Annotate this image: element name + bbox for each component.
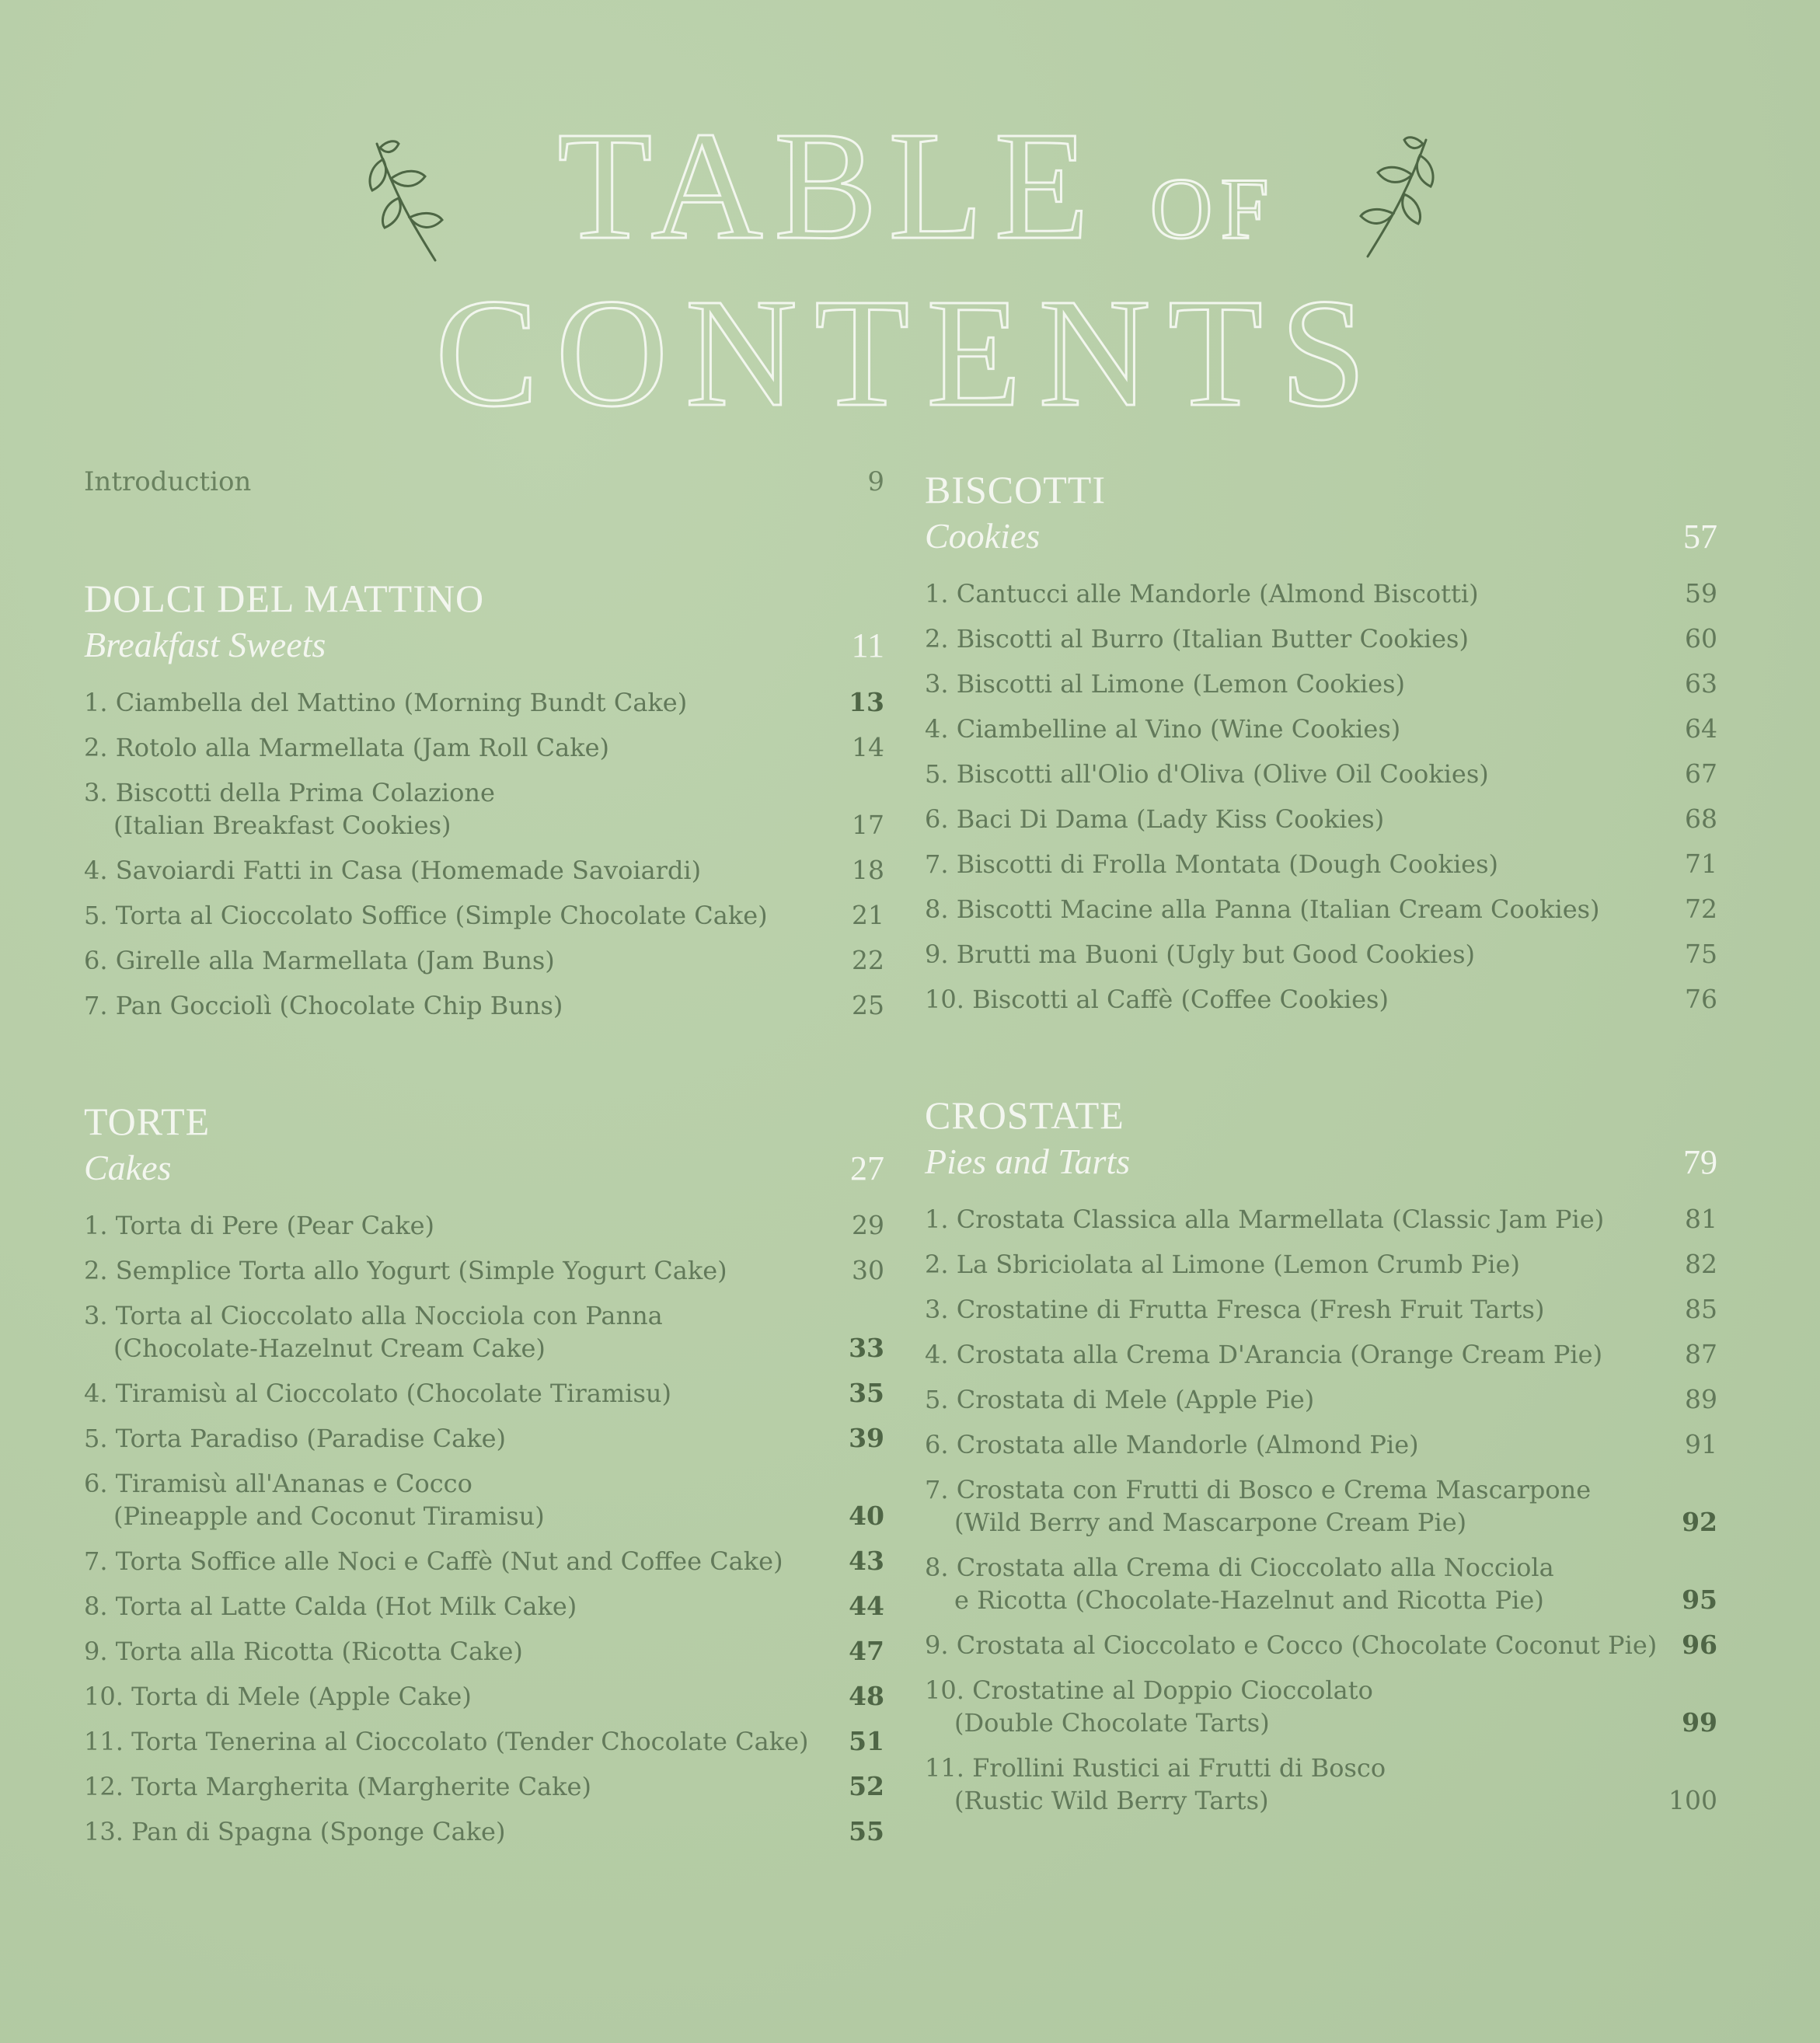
right-column xyxy=(925,466,1717,1893)
section-subtitle: Cakes xyxy=(84,1148,172,1187)
toc-entry-line: 5. Torta Paradiso (Paradise Cake) xyxy=(84,1424,507,1453)
toc-entry-line: 1. Crostata Classica alla Marmellata (Classic Jam Pie) xyxy=(925,1205,1605,1234)
toc-entry-line: 2. Semplice Torta allo Yogurt (Simple Yogurt Cake) xyxy=(84,1256,727,1285)
intro-label: Introduction xyxy=(84,466,252,497)
toc-entry[interactable] xyxy=(84,1203,884,1248)
toc-entry-page: 64 xyxy=(1685,713,1717,744)
toc-entry-title xyxy=(84,1545,783,1578)
toc-entry-title xyxy=(925,577,1479,610)
toc-entry-line: 10. Biscotti al Caffè (Coffee Cookies) xyxy=(925,985,1389,1014)
toc-entry-page: 76 xyxy=(1685,984,1717,1014)
toc-entry-line: 13. Pan di Spagna (Sponge Cake) xyxy=(84,1817,506,1846)
toc-entry-line: 7. Biscotti di Frolla Montata (Dough Cookies) xyxy=(925,849,1499,879)
toc-entry-page: 89 xyxy=(1685,1384,1717,1414)
toc-entry-page: 25 xyxy=(852,990,884,1020)
toc-entry[interactable] xyxy=(925,751,1717,797)
toc-entry-page: 40 xyxy=(849,1501,884,1531)
toc-entry[interactable] xyxy=(925,887,1717,932)
toc-entry-line: 3. Crostatine di Frutta Fresca (Fresh Fruit Tarts) xyxy=(925,1295,1545,1324)
toc-entry[interactable] xyxy=(84,1416,884,1461)
toc-entry-title xyxy=(925,983,1389,1016)
toc-entry-page: 60 xyxy=(1685,623,1717,654)
toc-entry[interactable] xyxy=(84,1764,884,1809)
toc-entry-page: 22 xyxy=(852,945,884,975)
toc-entry-line: 8. Crostata alla Crema di Cioccolato alla Nocciola xyxy=(925,1553,1554,1582)
toc-entry-title xyxy=(925,668,1405,700)
toc-entry-line: 6. Baci Di Dama (Lady Kiss Cookies) xyxy=(925,804,1385,834)
toc-entry-line: 3. Torta al Cioccolato alla Nocciola con Panna xyxy=(84,1301,663,1330)
toc-entry-page: 21 xyxy=(852,900,884,930)
toc-entry-line: 2. Rotolo alla Marmellata (Jam Roll Cake) xyxy=(84,733,610,762)
toc-entry[interactable] xyxy=(925,797,1717,842)
toc-entry[interactable] xyxy=(84,725,884,770)
toc-entry-page: 91 xyxy=(1685,1429,1717,1459)
toc-entry-title xyxy=(84,1209,434,1242)
title-line-2: CONTENTS xyxy=(434,267,1384,439)
toc-entry[interactable] xyxy=(925,1668,1717,1745)
toc-entry-page: 29 xyxy=(852,1210,884,1240)
toc-entry-page: 100 xyxy=(1668,1785,1717,1815)
toc-entry-page: 55 xyxy=(849,1816,884,1846)
toc-entry-line-2: (Double Chocolate Tarts) xyxy=(954,1708,1270,1738)
toc-entry-page: 39 xyxy=(849,1423,884,1453)
toc-entry[interactable] xyxy=(84,1248,884,1293)
toc-entry-title xyxy=(925,1551,1554,1616)
toc-entry-line-2: (Italian Breakfast Cookies) xyxy=(113,811,452,840)
toc-entry[interactable] xyxy=(84,680,884,725)
toc-entry-page: 35 xyxy=(849,1378,884,1408)
section-subtitle-row[interactable] xyxy=(925,513,1717,560)
toc-entry-title xyxy=(925,1629,1657,1661)
section-page: 11 xyxy=(851,626,884,664)
section-subtitle: Cookies xyxy=(925,516,1041,556)
toc-entry[interactable] xyxy=(925,1467,1717,1545)
toc-entry-title xyxy=(925,1383,1314,1416)
toc-entry[interactable] xyxy=(84,1539,884,1584)
toc-entry-page: 14 xyxy=(852,732,884,762)
toc-entry-line: 1. Ciambella del Mattino (Morning Bundt Cake) xyxy=(84,688,688,717)
toc-entry-page: 71 xyxy=(1685,849,1717,879)
toc-entry[interactable] xyxy=(925,1332,1717,1377)
toc-entry-page: 81 xyxy=(1685,1204,1717,1234)
toc-entry-title xyxy=(84,1635,523,1668)
toc-entry[interactable] xyxy=(84,1674,884,1719)
toc-entry-line: 1. Torta di Pere (Pear Cake) xyxy=(84,1211,434,1240)
toc-entry-page: 17 xyxy=(852,810,884,840)
toc-entry-line: 7. Crostata con Frutti di Bosco e Crema Mascarpone xyxy=(925,1475,1592,1504)
toc-entry-title xyxy=(925,713,1400,745)
toc-entry-line: 9. Brutti ma Buoni (Ugly but Good Cookies) xyxy=(925,940,1476,969)
toc-entry[interactable] xyxy=(925,1242,1717,1287)
toc-entry[interactable] xyxy=(84,893,884,938)
section-subtitle: Breakfast Sweets xyxy=(84,625,326,664)
toc-entry-title xyxy=(925,758,1489,790)
toc-entry[interactable] xyxy=(925,842,1717,887)
toc-entry-title xyxy=(84,1254,727,1287)
toc-entry-page: 47 xyxy=(849,1636,884,1666)
toc-entry-page: 63 xyxy=(1685,668,1717,699)
toc-entry-line: 8. Biscotti Macine alla Panna (Italian Cream Cookies) xyxy=(925,894,1600,924)
toc-entry-page: 30 xyxy=(852,1255,884,1285)
toc-entry-page: 13 xyxy=(849,687,884,717)
toc-entry-line: 7. Torta Soffice alle Noci e Caffè (Nut and Coffee Cake) xyxy=(84,1546,783,1576)
toc-entry-line: 1. Cantucci alle Mandorle (Almond Biscotti) xyxy=(925,579,1479,608)
toc-entry-line-2: (Wild Berry and Mascarpone Cream Pie) xyxy=(954,1508,1467,1537)
toc-entry-title xyxy=(925,1752,1386,1817)
toc-entry-line: 3. Biscotti al Limone (Lemon Cookies) xyxy=(925,669,1406,699)
toc-entry[interactable] xyxy=(925,1197,1717,1242)
toc-entry[interactable] xyxy=(925,1745,1717,1823)
toc-entry[interactable] xyxy=(925,932,1717,977)
toc-entry-line: 4. Ciambelline al Vino (Wine Cookies) xyxy=(925,714,1401,744)
toc-entry-title xyxy=(84,1377,671,1410)
toc-entry[interactable] xyxy=(925,977,1717,1022)
toc-entry-title xyxy=(925,1674,1373,1739)
toc-entry[interactable] xyxy=(925,1545,1717,1623)
toc-entry-title xyxy=(84,731,609,764)
section-subtitle: Pies and Tarts xyxy=(925,1142,1131,1181)
toc-entry-title xyxy=(84,1815,505,1848)
section-page: 79 xyxy=(1683,1143,1717,1181)
toc-entry-title xyxy=(84,1725,809,1758)
toc-entry-page: 51 xyxy=(849,1726,884,1756)
toc-entry-page: 18 xyxy=(852,855,884,885)
toc-entry-line: 5. Torta al Cioccolato Soffice (Simple Chocolate Cake) xyxy=(84,901,768,930)
toc-entry-title xyxy=(84,944,555,977)
toc-entry[interactable] xyxy=(925,1287,1717,1332)
section xyxy=(925,1092,1717,1823)
toc-entry-title xyxy=(84,1299,663,1365)
toc-entry[interactable] xyxy=(925,1422,1717,1467)
section-page: 57 xyxy=(1683,518,1717,556)
toc-entry-line: 5. Crostata di Mele (Apple Pie) xyxy=(925,1385,1315,1414)
toc-entry-title xyxy=(84,854,701,887)
toc-entry-title xyxy=(925,938,1475,971)
toc-entry-title xyxy=(84,1422,506,1455)
section xyxy=(84,1098,884,1854)
toc-entry[interactable] xyxy=(925,616,1717,661)
toc-entry-line: 3. Biscotti della Prima Colazione xyxy=(84,778,495,807)
toc-entry[interactable] xyxy=(84,1371,884,1416)
toc-entry-title xyxy=(84,686,687,719)
toc-entry-line: 10. Torta di Mele (Apple Cake) xyxy=(84,1682,472,1711)
toc-entry-line-2: (Rustic Wild Berry Tarts) xyxy=(954,1786,1269,1815)
toc-entry-line: 9. Torta alla Ricotta (Ricotta Cake) xyxy=(84,1637,523,1666)
toc-entry[interactable] xyxy=(84,770,884,848)
toc-entry-line: 11. Torta Tenerina al Cioccolato (Tender Chocolate Cake) xyxy=(84,1727,809,1756)
section-title: CROSTATE xyxy=(925,1093,1124,1137)
toc-entry-page: 85 xyxy=(1685,1294,1717,1324)
toc-entry-title xyxy=(925,1203,1604,1236)
section-subtitle-row[interactable] xyxy=(84,622,884,669)
toc-entry[interactable] xyxy=(84,1719,884,1764)
toc-entry-page: 99 xyxy=(1682,1707,1717,1738)
toc-entry[interactable] xyxy=(925,661,1717,706)
toc-entry-line: 11. Frollini Rustici ai Frutti di Bosco xyxy=(925,1753,1386,1783)
toc-entry-page: 75 xyxy=(1685,939,1717,969)
toc-entry[interactable] xyxy=(925,571,1717,616)
toc-entry[interactable] xyxy=(84,983,884,1028)
toc-entry-page: 44 xyxy=(849,1591,884,1621)
toc-entry-page: 48 xyxy=(849,1681,884,1711)
left-column xyxy=(84,466,884,1924)
toc-entry-title xyxy=(925,848,1498,880)
toc-entry-title xyxy=(925,1293,1544,1326)
toc-entry[interactable] xyxy=(84,1461,884,1539)
toc-entry-line: 6. Tiramisù all'Ananas e Cocco xyxy=(84,1469,472,1498)
toc-entry-title xyxy=(84,1590,577,1623)
toc-entry-title xyxy=(925,1473,1591,1539)
toc-entry-line: 12. Torta Margherita (Margherite Cake) xyxy=(84,1772,591,1801)
toc-entry-page: 87 xyxy=(1685,1339,1717,1369)
toc-entry-title xyxy=(84,776,495,842)
page-title xyxy=(0,100,1820,439)
toc-entry-line-2: (Pineapple and Coconut Tiramisu) xyxy=(113,1501,545,1531)
toc-entry-line: 9. Crostata al Cioccolato e Cocco (Chocolate Coconut Pie) xyxy=(925,1630,1658,1660)
toc-entry[interactable] xyxy=(925,706,1717,751)
toc-entry-page: 95 xyxy=(1682,1585,1717,1615)
title-word-of: OF xyxy=(1149,161,1277,257)
leaf-sprig-icon xyxy=(361,136,447,268)
section-page: 27 xyxy=(850,1149,884,1187)
intro-page: 9 xyxy=(867,466,884,497)
toc-entry-page: 52 xyxy=(849,1771,884,1801)
toc-entry-page: 82 xyxy=(1685,1249,1717,1279)
toc-entry-line: 6. Crostata alle Mandorle (Almond Pie) xyxy=(925,1430,1419,1459)
toc-entry-line: 8. Torta al Latte Calda (Hot Milk Cake) xyxy=(84,1592,577,1621)
intro-entry[interactable] xyxy=(84,466,884,497)
toc-entry-title xyxy=(84,989,563,1022)
toc-entry-title xyxy=(925,622,1469,655)
toc-entry-line: 5. Biscotti all'Olio d'Oliva (Olive Oil Cookies) xyxy=(925,759,1489,789)
section-title: TORTE xyxy=(84,1100,211,1143)
section-subtitle-row[interactable] xyxy=(925,1138,1717,1186)
toc-entry-title xyxy=(925,803,1384,835)
toc-entry-title xyxy=(84,899,768,932)
toc-entry[interactable] xyxy=(84,848,884,893)
leaf-sprig-icon xyxy=(1356,132,1442,264)
toc-entry[interactable] xyxy=(84,1293,884,1371)
toc-entry[interactable] xyxy=(925,1377,1717,1422)
toc-entry-line: 4. Crostata alla Crema D'Arancia (Orange Cream Pie) xyxy=(925,1340,1603,1369)
section xyxy=(84,575,884,1028)
toc-entry-title xyxy=(925,1428,1419,1461)
toc-entry[interactable] xyxy=(84,938,884,983)
toc-entry-line: 4. Tiramisù al Cioccolato (Chocolate Tiramisu) xyxy=(84,1379,671,1408)
toc-entry[interactable] xyxy=(84,1629,884,1674)
toc-entry-line: 4. Savoiardi Fatti in Casa (Homemade Savoiardi) xyxy=(84,856,702,885)
toc-entry-page: 96 xyxy=(1682,1630,1717,1660)
toc-entry-page: 67 xyxy=(1685,758,1717,789)
toc-entry-line: 10. Crostatine al Doppio Cioccolato xyxy=(925,1675,1373,1705)
toc-entry-page: 92 xyxy=(1682,1507,1717,1537)
toc-entry[interactable] xyxy=(84,1809,884,1854)
toc-entry-line: 2. La Sbriciolata al Limone (Lemon Crumb Pie) xyxy=(925,1250,1520,1279)
toc-entry-page: 33 xyxy=(849,1333,884,1363)
toc-entry-title xyxy=(84,1467,545,1532)
toc-entry-line-2: (Chocolate-Hazelnut Cream Cake) xyxy=(113,1334,546,1363)
toc-entry-line: 7. Pan Gocciolì (Chocolate Chip Buns) xyxy=(84,991,563,1020)
toc-entry-line: 2. Biscotti al Burro (Italian Butter Cookies) xyxy=(925,624,1469,654)
section-title: DOLCI DEL MATTINO xyxy=(84,577,485,620)
toc-entry-title xyxy=(84,1770,591,1803)
toc-entry-page: 43 xyxy=(849,1546,884,1576)
toc-entry-page: 59 xyxy=(1685,578,1717,608)
title-line-1 xyxy=(513,100,1321,287)
toc-entry[interactable] xyxy=(925,1623,1717,1668)
section-title: BISCOTTI xyxy=(925,468,1106,511)
title-word-table: TABLE xyxy=(557,100,1100,272)
toc-entry-title xyxy=(925,1248,1520,1281)
toc-entry-title xyxy=(925,1338,1602,1371)
toc-entry-page: 68 xyxy=(1685,804,1717,834)
toc-entry-line: 6. Girelle alla Marmellata (Jam Buns) xyxy=(84,946,555,975)
toc-entry-title xyxy=(84,1680,472,1713)
toc-entry-page: 72 xyxy=(1685,894,1717,924)
section-subtitle-row[interactable] xyxy=(84,1145,884,1192)
toc-entry[interactable] xyxy=(84,1584,884,1629)
toc-entry-line-2: e Ricotta (Chocolate-Hazelnut and Ricotta Pie) xyxy=(954,1585,1544,1615)
section xyxy=(925,466,1717,1022)
toc-entry-title xyxy=(925,893,1600,926)
